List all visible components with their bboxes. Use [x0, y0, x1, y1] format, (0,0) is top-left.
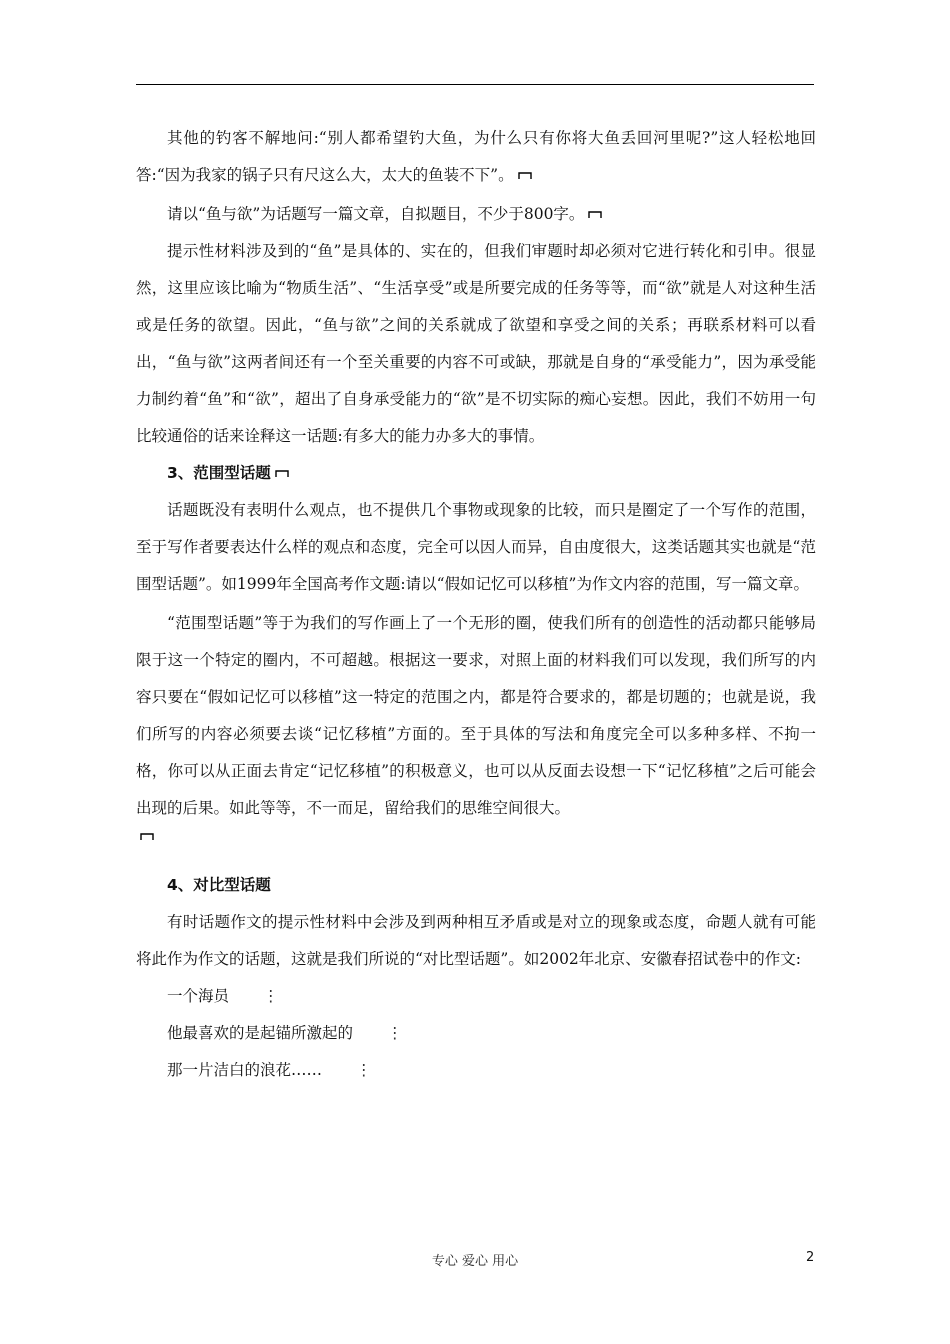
paragraph-mark-icon — [518, 172, 532, 180]
section-heading: 4、对比型话题 — [167, 876, 271, 894]
paragraph: 有时话题作文的提示性材料中会涉及到两种相互矛盾或是对立的现象或态度，命题人就有可能将此作为作文的话题，这就是我们所说的“对比型话题”。如2002年北京、安徽春招试卷中的作文: — [136, 913, 816, 968]
header-rule — [136, 84, 814, 85]
paragraph: 提示性材料涉及到的“鱼”是具体的、实在的，但我们审题时却必须对它进行转化和引申。很显然，这里应该比喻为“物质生活”、“生活享受”或是所要完成的任务等等，而“欲”就是人对这种生活或是任务的欲望。因此，“鱼与欲”之间的关系就成了欲望和享受之间的关系；再联系材料可以看出，“鱼与欲”这两者间还有一个至关重要的内容不可或缺，那就是自身的“承受能力”，因为承受能力制约着“鱼”和“欲”，超出了自身承受能力的“欲”是不切实际的痴心妄想。因此，我们不妨用一句比较通俗的话来诠释这一话题:有多大的能力办多大的事情。 — [136, 242, 816, 445]
paragraph-mark-icon — [275, 470, 289, 478]
page-number: 2 — [806, 1250, 815, 1265]
paragraph: 请以“鱼与欲”为话题写一篇文章，自拟题目，不少于800字。 — [136, 196, 816, 233]
poem-line: 他最喜欢的是起锚所激起的 ⋮ — [136, 1015, 816, 1052]
poem-line: 那一片洁白的浪花…… ⋮ — [136, 1052, 816, 1089]
paragraph-mark-icon — [588, 211, 602, 219]
paragraph-mark-icon — [140, 833, 154, 841]
vertical-dots-icon: ⋮ — [263, 987, 279, 1005]
section-heading: 3、范围型话题 — [136, 455, 816, 492]
vertical-dots-icon: ⋮ — [356, 1061, 372, 1079]
paragraph: “范围型话题”等于为我们的写作画上了一个无形的圈，使我们所有的创造性的活动都只能够局限于这一个特定的圈内，不可超越。根据这一要求，对照上面的材料我们可以发现，我们所写的内容只要在“假如记忆可以移植”这一特定的范围之内，都是符合要求的，都是切题的；也就是说，我们所写的内容必须要去谈“记忆移植”方面的。至于具体的写法和角度完全可以多种多样、不拘一格，你可以从正面去肯定“记忆移植”的积极意义，也可以从反面去设想一下“记忆移植”之后可能会出现的后果。如此等等，不一而足，留给我们的思维空间很大。 — [136, 614, 816, 817]
vertical-dots-icon: ⋮ — [387, 1024, 403, 1042]
poem-line: 一个海员 ⋮ — [136, 978, 816, 1015]
paragraph: 话题既没有表明什么观点，也不提供几个事物或现象的比较，而只是圈定了一个写作的范围，至于写作者要表达什么样的观点和态度，完全可以因人而异，自由度很大，这类话题其实也就是“范围型话题”。如1999年全国高考作文题:请以“假如记忆可以移植”为作文内容的范围，写一篇文章。 — [136, 501, 816, 593]
page-footer: 专心 爱心 用心 — [431, 1254, 519, 1269]
document-body — [136, 120, 816, 1089]
paragraph-mark-line — [136, 827, 816, 867]
paragraph: 其他的钓客不解地问:“别人都希望钓大鱼，为什么只有你将大鱼丢回河里呢?”这人轻松地回答:“因为我家的锅子只有尺这么大，太大的鱼装不下”。 — [136, 129, 816, 184]
